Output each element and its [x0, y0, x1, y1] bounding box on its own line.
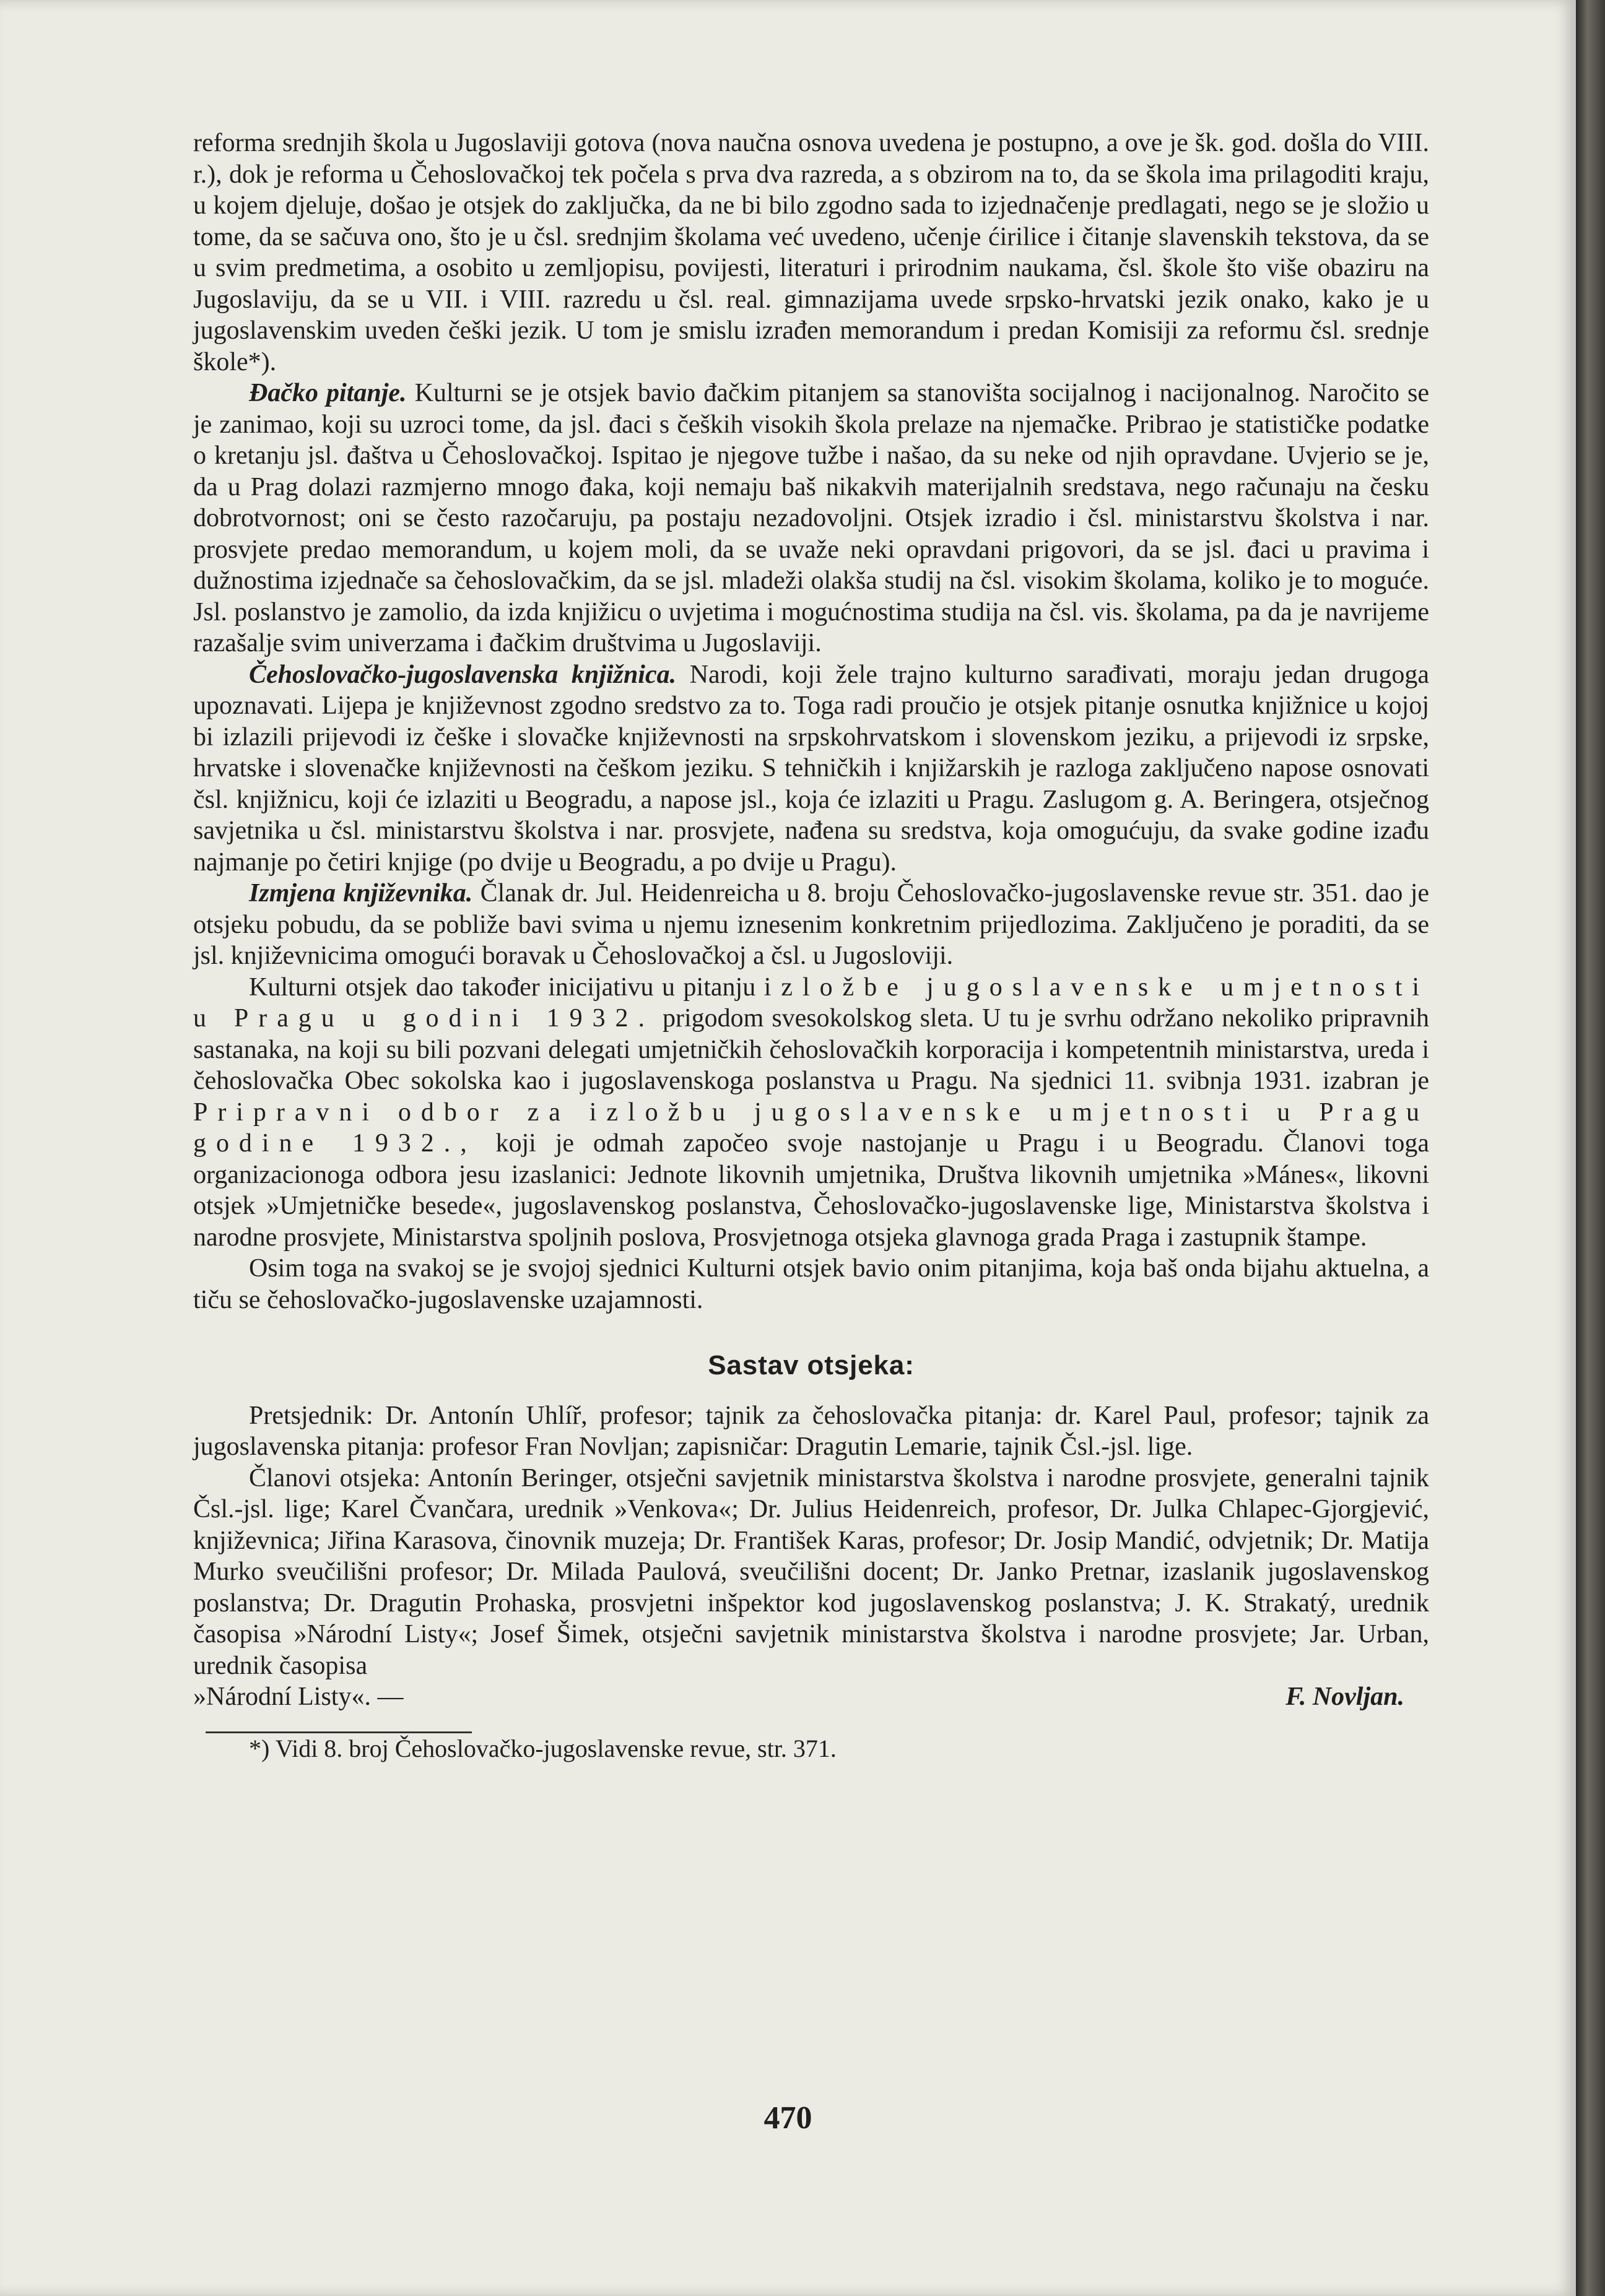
signature: F. Novljan.	[1285, 1683, 1404, 1711]
izlozba-spaced-1: izložbe jugoslavenske umjetnosti u Pragu u godini 1932.	[193, 973, 1430, 1033]
izlozba-spaced-2: Pripravni odbor za izložbu jugoslavenske umjetnosti u Pragu godine 1932.,	[193, 1098, 1429, 1158]
lead-izmjena: Izmjena književnika.	[249, 879, 473, 908]
izlozba-text-1: Kulturni otsjek dao također inicijativu u pitanju	[249, 973, 756, 1002]
paragraph-presidency: Pretsjednik: Dr. Antonín Uhlíř, profesor; tajnik za čehoslovačka pitanja: dr. Karel Paul, profesor; tajnik za jugoslavenska pitanja: profesor Fran Novljan; zapisničar: Dragutin Lemarie, tajnik Čsl.-jsl. lige.	[193, 1401, 1429, 1461]
izlozba-text-3: koji je odmah započeo svoje nastojanje u Pragu i u Beogradu. Članovi toga organizacionoga odbora jesu izaslanici: Jednote likovnih umjetnika, Društva likovnih umjetnika »Mánes«, likovni otsjek »Umjetničke besede«, jugoslavenskog poslanstva, Čehoslovačko-jugoslavenske lige, Ministarstva školstva i narodne prosvjete, Ministarstva spoljnih poslova, Prosvjetnoga otsjeka glavnoga grada Praga i zastupnik štampe.	[193, 1129, 1430, 1252]
text-column	[193, 128, 1429, 1764]
lead-knjiznica: Čehoslovačko-jugoslavenska knjižnica.	[249, 660, 677, 689]
izlozba-text-2: prigodom svesokolskog sleta. U tu je svrhu održano nekoliko pripravnih sastanaka, na koji su bili pozvani delegati umjetničkih čehoslovačkih korporacija i kompetentnih ministarstva, ureda i čehoslovačka Obec sokolska kao i jugoslavenskoga poslanstva u Pragu. Na sjednici 11. svibnja 1931. izabran je	[193, 1004, 1430, 1095]
book-spine	[1576, 0, 1605, 2296]
paragraph-intro: reforma srednjih škola u Jugoslaviji gotova (nova naučna osnova uvedena je postupno, a ove je šk. god. došla do VIII. r.), dok je reforma u Čehoslovačkoj tek počela s prva dva razreda, a s obzirom na to, da se škola ima prilagoditi kraju, u kojem djeluje, došao je otsjek do zaključka, da ne bi bilo zgodno sada to izjednačenje predlagati, nego se je složio u tome, da se sačuva ono, što je u čsl. srednjim školama već uvedeno, učenje ćirilice i čitanje slavenskih tekstova, da se u svim predmetima, a osobito u zemljopisu, povijesti, literaturi i prirodnim naukama, čsl. škole što više obaziru na Jugoslaviju, da se u VII. i VIII. razredu u čsl. real. gimnazijama uvede srpsko-hrvatski jezik onako, kako je u jugoslavenskim uveden češki jezik. U tom je smislu izrađen memorandum i predan Komisiji za reformu čsl. srednje škole*).	[193, 129, 1429, 376]
paragraph-osim: Osim toga na svakoj se je svojoj sjednici Kulturni otsjek bavio onim pitanjima, koja baš onda bijahu aktuelna, a tiču se čehoslovačko-jugoslavenske uzajamnosti.	[193, 1254, 1429, 1314]
footnote: *) Vidi 8. broj Čehoslovačko-jugoslavenske revue, str. 371.	[249, 1734, 837, 1762]
closing-line	[193, 1681, 1429, 1713]
paragraph-izmjena	[193, 878, 1429, 972]
paragraph-knjiznica	[193, 659, 1429, 878]
paragraph-izlozba	[193, 972, 1429, 1254]
members-last: »Národní Listy«. —	[193, 1683, 404, 1711]
page-number: 470	[763, 2100, 812, 2136]
lead-dacko-pitanje: Đačko pitanje.	[249, 379, 407, 407]
paragraph-members: Članovi otsjeka: Antonín Beringer, otsječni savjetnik ministarstva školstva i narodne prosvjete, generalni tajnik Čsl.-jsl. lige; Karel Čvančara, urednik »Venkova«; Dr. Julius Heidenreich, profesor, Dr. Julka Chlapec-Gjorgjević, književnica; Jiřina Karasova, činovnik muzeja; Dr. František Karas, profesor; Dr. Josip Mandić, odvjetnik; Dr. Matija Murko sveučilišni profesor; Dr. Milada Paulová, sveučilišni docent; Dr. Janko Pretnar, izaslanik jugoslavenskog poslanstva; Dr. Dragutin Prohaska, prosvjetni inšpektor kod jugoslavenskog poslanstva; J. K. Strakatý, urednik časopisa »Národní Listy«; Josef Šimek, otsječni savjetnik ministarstva školstva i narodne prosvjete; Jar. Urban, urednik časopisa	[193, 1463, 1429, 1680]
body-dacko-pitanje: Kulturni se je otsjek bavio đačkim pitanjem sa stanovišta socijalnog i nacijonalnog. Naročito se je zanimao, koji su uzroci tome, da jsl. đaci s čeških visokih škola prelaze na njemačke. Pribrao je statističke podatke o kretanju jsl. đaštva u Čehoslovačkoj. Ispitao je njegove tužbe i našao, da su neke od njih opravdane. Uvjerio se je, da u Prag dolazi razmjerno mnogo đaka, koji nemaju baš nikakvih materijalnih sredstava, nego računaju na česku dobrotvornost; oni se često razočaruju, pa postaju nezadovoljni. Otsjek izradio i čsl. ministarstvu školstva i nar. prosvjete predao memorandum, u kojem moli, da se uvaže neki opravdani prigovori, da se jsl. đaci u pravima i dužnostima izjednače sa čehoslovačkim, da se jsl. mladeži olakša studij na čsl. visokim školama, koliko je to moguće. Jsl. poslanstvo je zamolio, da izda knjižicu o uvjetima i mogućnostima studija na čsl. vis. školama, pa da je navrijeme razašalje svim univerzama i đačkim društvima u Jugoslaviji.	[193, 379, 1430, 657]
body-knjiznica: Narodi, koji žele trajno kulturno sarađivati, moraju jedan drugoga upoznavati. Lijepa je književnost zgodno sredstvo za to. Toga radi proučio je otsjek pitanje osnutka knjižnice u kojoj bi izlazili prijevodi iz češke i slovačke književnosti na srpskohrvatskom i slovenskom jeziku, a prijevodi iz srpske, hrvatske i slovenačke književnosti na češkom jeziku. S tehničkih i knjižarskih je razloga zaključeno napose osnovati čsl. knjižnicu, koji će izlaziti u Beogradu, a napose jsl., koja će izlaziti u Pragu. Zaslugom g. A. Beringera, otsječnog savjetnika u čsl. ministarstvu školstva i nar. prosvjete, nađena su sredstva, koja omogućuju, da svake godine izađu najmanje po četiri knjige (po dvije u Beogradu, a po dvije u Pragu).	[193, 660, 1429, 877]
paragraph-dacko-pitanje	[193, 378, 1429, 659]
body-izmjena: Članak dr. Jul. Heidenreicha u 8. broju Čehoslovačko-jugoslavenske revue str. 351. dao je otsjeku pobudu, da se pobliže bavi svima u njemu iznesenim konkretnim prijedlozima. Zaključeno je poraditi, da se jsl. književnicima omogući boravak u Čehoslovačkoj a čsl. u Jugosloviji.	[193, 879, 1430, 970]
section-heading-sastav: Sastav otsjeka:	[708, 1350, 915, 1380]
